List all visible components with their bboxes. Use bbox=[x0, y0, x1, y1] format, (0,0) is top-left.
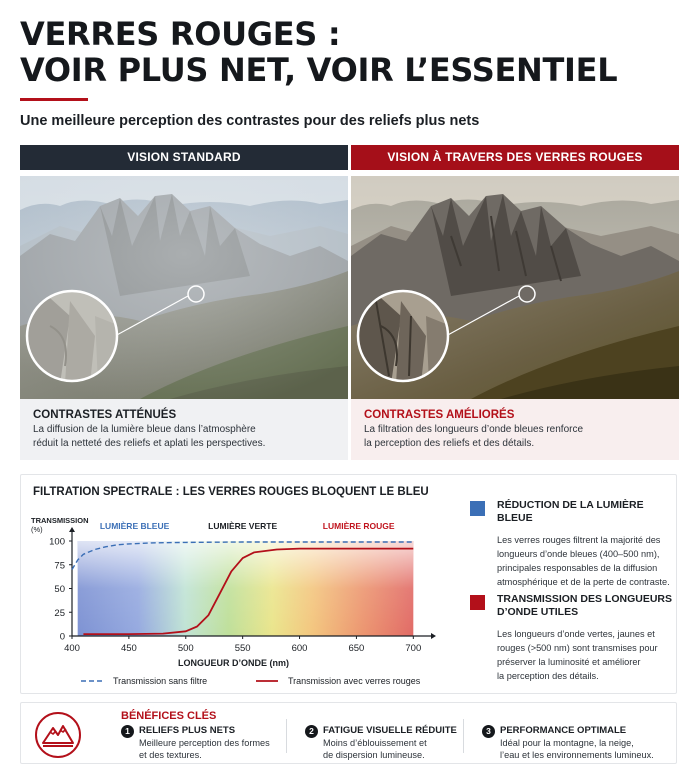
benefit-item-sharper-relief bbox=[121, 724, 270, 761]
legend-label: Transmission sans filtre bbox=[113, 676, 208, 686]
blue-light-info bbox=[470, 499, 675, 589]
key-benefits-section bbox=[20, 702, 677, 764]
standard-vision-photo bbox=[20, 176, 348, 399]
benefit-item-reduced-fatigue bbox=[305, 724, 457, 761]
benefit-name: FATIGUE VISUELLE RÉDUITE bbox=[323, 725, 457, 736]
page-title-line-1: VERRES ROUGES : bbox=[20, 15, 341, 53]
blue-light-info-text-line: principales responsables de la diffusion bbox=[497, 563, 658, 573]
blue-light-info-title bbox=[497, 499, 675, 525]
standard-vision-text bbox=[33, 423, 335, 451]
y-tick-label: 50 bbox=[54, 584, 65, 595]
y-tick-label: 100 bbox=[49, 536, 65, 548]
y-tick-label: 25 bbox=[54, 607, 65, 619]
blue-light-info-title-line-1: RÉDUCTION DE LA LUMIÈRE BLEUE bbox=[497, 499, 644, 524]
x-tick-label: 500 bbox=[177, 643, 194, 654]
blue-light-info-text bbox=[497, 533, 675, 589]
benefit-description-line: Meilleure perception des formes bbox=[139, 738, 270, 748]
transmission-chart bbox=[21, 475, 461, 693]
page-title-line-2: VOIR PLUS NET, VOIR L’ESSENTIEL bbox=[20, 51, 618, 89]
benefit-divider bbox=[463, 719, 464, 753]
benefit-description-line: Idéal pour la montagne, la neige, bbox=[500, 738, 634, 748]
red-lens-vision-photo bbox=[351, 176, 679, 399]
x-tick-label: 600 bbox=[291, 643, 308, 654]
page-title bbox=[20, 16, 617, 88]
blue-light-info-text-line: longueurs d’onde bleues (400–500 nm), bbox=[497, 549, 660, 559]
spectral-section-title: FILTRATION SPECTRALE : LES VERRES ROUGES BLOQUENT LE BLEU bbox=[33, 486, 429, 498]
benefit-item-optimal-performance bbox=[482, 724, 654, 761]
benefit-number-badge: 2 bbox=[305, 725, 318, 738]
red-lens-vision-caption bbox=[351, 399, 679, 460]
benefit-description-line: l’eau et les environnements lumineux. bbox=[500, 750, 654, 760]
blue-light-info-text-line: atmosphérique et de la perte de contraste. bbox=[497, 577, 670, 587]
useful-wavelengths-info-title bbox=[497, 593, 675, 619]
mountain-photo-standard bbox=[20, 176, 348, 399]
standard-vision-title: CONTRASTES ATTÉNUÉS bbox=[33, 409, 177, 421]
spectrum-fade bbox=[78, 541, 414, 636]
standard-vision-caption bbox=[20, 399, 348, 460]
benefit-number-badge: 3 bbox=[482, 725, 495, 738]
benefit-name: RELIEFS PLUS NETS bbox=[139, 725, 236, 736]
useful-wavelengths-info-title-line-1: TRANSMISSION DES LONGUEURS bbox=[497, 593, 673, 605]
useful-wavelengths-info-text bbox=[497, 627, 675, 683]
x-axis-label: LONGUEUR D’ONDE (nm) bbox=[178, 658, 290, 668]
x-tick-label: 400 bbox=[64, 643, 80, 654]
useful-wavelengths-info bbox=[470, 593, 675, 683]
spectral-filtration-section bbox=[20, 474, 677, 694]
red-lens-vision-text-line-2: la perception des reliefs et des détails. bbox=[364, 438, 535, 449]
y-axis-arrow bbox=[69, 527, 75, 532]
x-tick-label: 650 bbox=[348, 643, 365, 654]
benefit-description bbox=[500, 737, 654, 761]
page-subtitle: Une meilleure perception des contrastes pour des reliefs plus nets bbox=[20, 113, 480, 129]
red-lens-vision-header: VISION À TRAVERS DES VERRES ROUGES bbox=[351, 145, 679, 170]
x-tick-label: 550 bbox=[234, 643, 251, 654]
useful-wavelengths-info-text-line: la perception des détails. bbox=[497, 671, 599, 681]
useful-wavelengths-info-text-line: Les longueurs d’onde vertes, jaunes et bbox=[497, 629, 655, 639]
x-axis-arrow bbox=[431, 633, 436, 639]
y-axis-label: TRANSMISSION bbox=[31, 516, 89, 525]
title-accent-rule bbox=[20, 98, 88, 101]
y-tick-label: 0 bbox=[59, 631, 65, 643]
benefit-description-line: Moins d’éblouissement et bbox=[323, 738, 427, 748]
blue-square-icon bbox=[470, 501, 485, 516]
standard-vision-text-line-2: réduit la netteté des reliefs et aplati les perspectives. bbox=[33, 438, 266, 449]
mountain-photo-red-lens bbox=[351, 176, 679, 399]
benefit-description bbox=[139, 737, 270, 761]
useful-wavelengths-info-text-line: préserver la luminosité et améliorer bbox=[497, 657, 641, 667]
benefit-divider bbox=[286, 719, 287, 753]
legend-label: Transmission avec verres rouges bbox=[288, 676, 421, 686]
red-lens-vision-text bbox=[364, 423, 666, 451]
blue-light-info-text-line: Les verres rouges filtrent la majorité des bbox=[497, 535, 661, 545]
y-tick-label: 75 bbox=[54, 560, 65, 572]
useful-wavelengths-info-title-line-2: D’ONDE UTILES bbox=[497, 606, 579, 618]
benefit-description-line: et des textures. bbox=[139, 750, 202, 760]
band-label: LUMIÈRE BLEUE bbox=[99, 521, 170, 531]
band-label: LUMIÈRE ROUGE bbox=[322, 521, 395, 531]
x-tick-label: 700 bbox=[405, 643, 422, 654]
useful-wavelengths-info-text-line: rouges (>500 nm) sont transmises pour bbox=[497, 643, 658, 653]
y-axis-unit: (%) bbox=[31, 525, 43, 534]
band-label: LUMIÈRE VERTE bbox=[208, 521, 278, 531]
standard-vision-text-line-1: La diffusion de la lumière bleue dans l’atmosphère bbox=[33, 424, 256, 435]
red-lens-vision-panel bbox=[351, 145, 679, 460]
standard-vision-header: VISION STANDARD bbox=[20, 145, 348, 170]
key-benefits-title: BÉNÉFICES CLÉS bbox=[121, 710, 217, 722]
x-tick-label: 450 bbox=[120, 643, 137, 654]
benefit-description-line: de dispersion lumineuse. bbox=[323, 750, 425, 760]
red-square-icon bbox=[470, 595, 485, 610]
benefit-name: PERFORMANCE OPTIMALE bbox=[500, 725, 627, 736]
mountain-icon bbox=[34, 711, 82, 759]
red-lens-vision-text-line-1: La filtration des longueurs d’onde bleues renforce bbox=[364, 424, 584, 435]
red-lens-vision-title: CONTRASTES AMÉLIORÉS bbox=[364, 409, 515, 421]
standard-vision-panel bbox=[20, 145, 348, 460]
benefit-number-badge: 1 bbox=[121, 725, 134, 738]
benefit-description bbox=[323, 737, 457, 761]
